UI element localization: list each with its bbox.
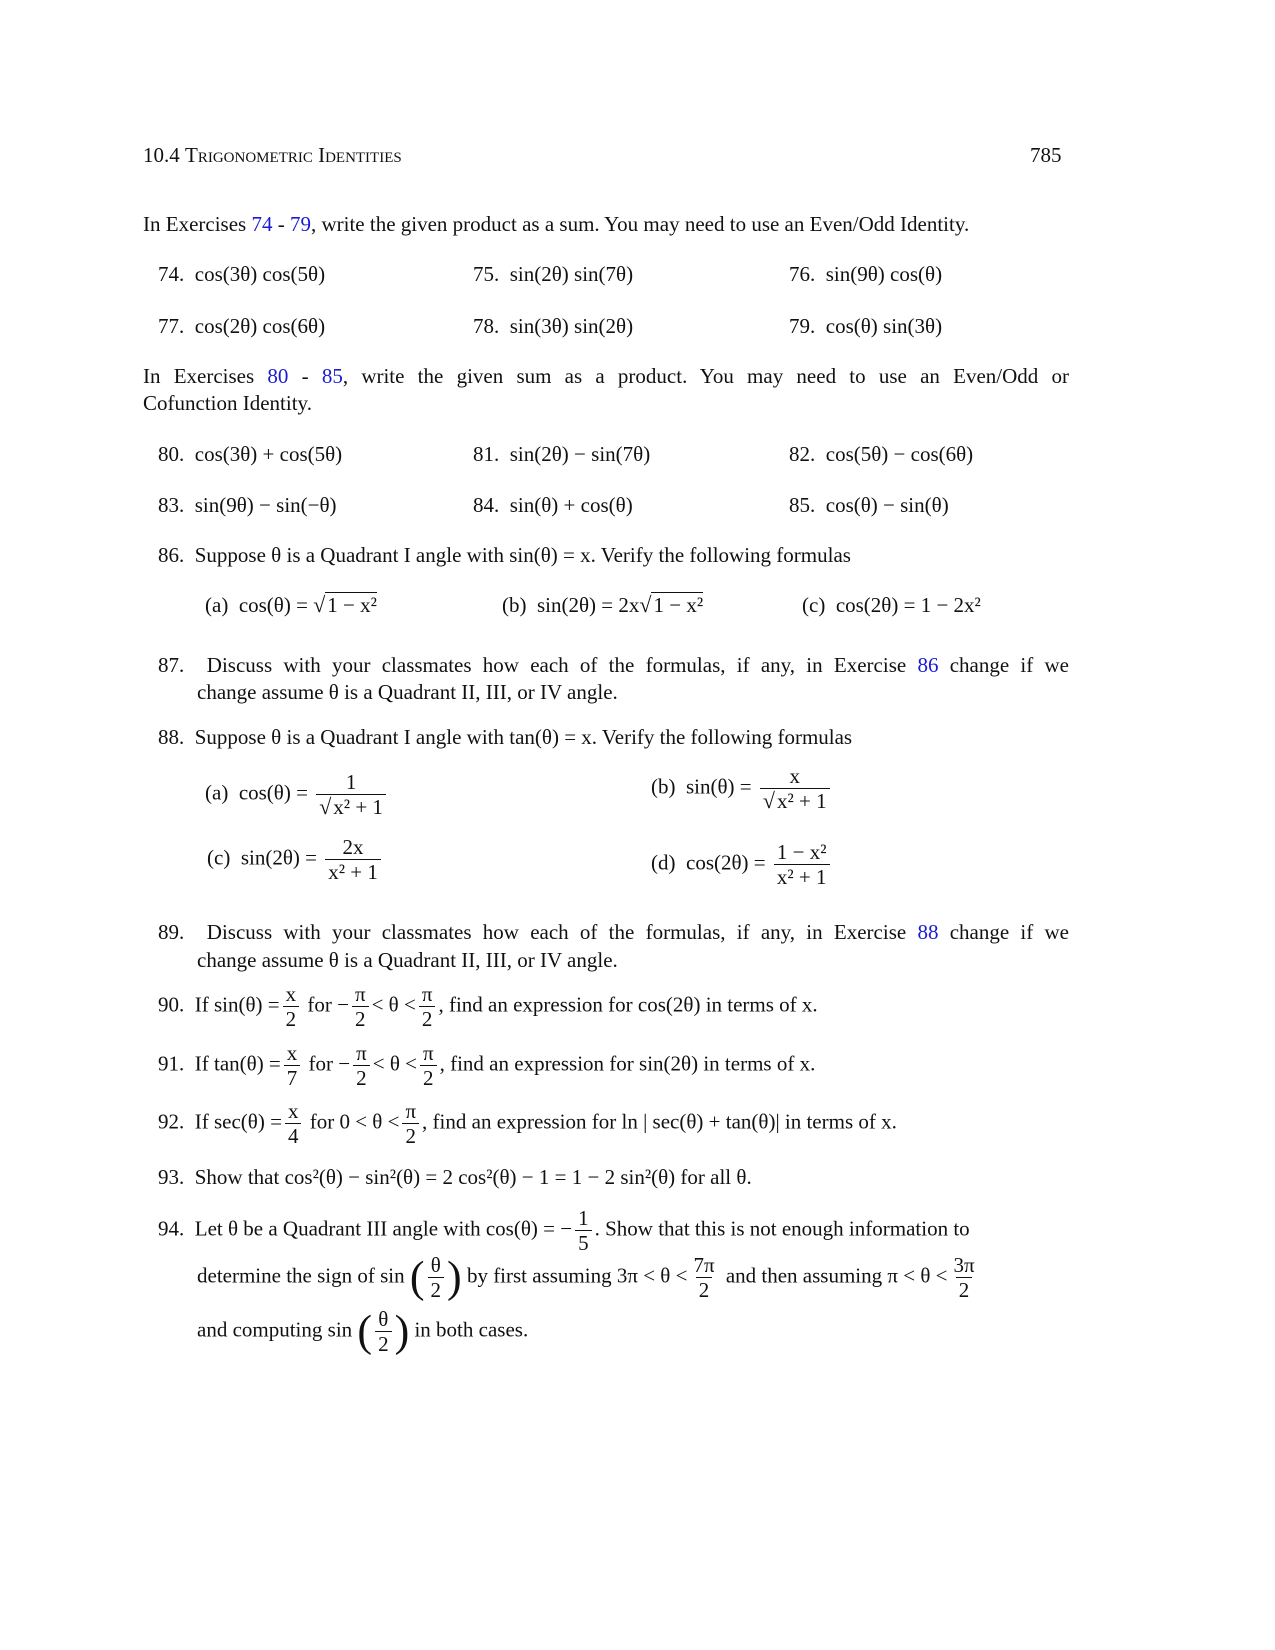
- exercise-89-line2: change assume θ is a Quadrant II, III, or IV angle.: [197, 948, 618, 972]
- exercise-88: 88. Suppose θ is a Quadrant I angle with tan(θ) = x. Verify the following formulas: [158, 725, 853, 749]
- section-title: Trigonometric Identities: [185, 143, 402, 167]
- exercise-79: 79. cos(θ) sin(3θ): [789, 314, 943, 338]
- exercise-94-line3: and computing sin ( $\frac{\theta}{2}$ ) in both cases.: [197, 1306, 529, 1356]
- exercise-80: 80. cos(3θ) + cos(5θ): [158, 442, 343, 466]
- exercise-91: 91. If tan(θ) = $\frac{x}{7}$ for − $\frac{\pi}{2}$ < θ < $\frac{\pi}{2}$ , find an expression for sin(2θ) in terms of x.: [158, 1041, 816, 1090]
- exercise-link-74[interactable]: 74: [251, 212, 273, 236]
- exercise-87: 87. Discuss with your classmates how each of the formulas, if any, in Exercise 86 change if we: [158, 653, 1070, 677]
- exercise-link-86[interactable]: 86: [917, 653, 939, 677]
- exercise-87-line2: change assume θ is a Quadrant II, III, or IV angle.: [197, 680, 618, 704]
- exercise-link-88[interactable]: 88: [917, 920, 939, 944]
- instructions-80-85-line2: Cofunction Identity.: [143, 391, 312, 415]
- exercise-78: 78. sin(3θ) sin(2θ): [473, 314, 634, 338]
- exercise-94-line2: determine the sign of sin ( $\frac{\theta}{2}$ ) by first assuming 3π < θ < $\frac{7\pi}{2}$ and then assuming π < θ < $\frac{3\pi}{2}$: [197, 1252, 975, 1302]
- exercise-88d: (d) cos(2θ) = $\frac{\text{1 − x²}}{\text{x² + 1}}$: [651, 840, 833, 889]
- exercise-86b: (b) sin(2θ) = 2x√1 − x²: [502, 592, 704, 617]
- instructions-74-79: In Exercises 74 - 79, write the given product as a sum. You may need to use an Even/Odd Identity.: [143, 212, 970, 236]
- exercise-88a: (a) cos(θ) = $\frac{1}{\text{√x² + 1}}$: [205, 770, 389, 819]
- exercise-86: 86. Suppose θ is a Quadrant I angle with sin(θ) = x. Verify the following formulas: [158, 543, 851, 567]
- exercise-77: 77. cos(2θ) cos(6θ): [158, 314, 326, 338]
- exercise-link-85[interactable]: 85: [321, 364, 343, 388]
- exercise-93: 93. Show that cos²(θ) − sin²(θ) = 2 cos²(θ) − 1 = 1 − 2 sin²(θ) for all θ.: [158, 1165, 752, 1189]
- exercise-88b: (b) sin(θ) = $\frac{x}{\text{√x² + 1}}$: [651, 764, 833, 813]
- exercise-link-79[interactable]: 79: [289, 212, 311, 236]
- exercise-88c: (c) sin(2θ) = $\frac{2x}{\text{x² + 1}}$: [207, 835, 384, 884]
- exercise-81: 81. sin(2θ) − sin(7θ): [473, 442, 651, 466]
- exercise-83: 83. sin(9θ) − sin(−θ): [158, 493, 337, 517]
- running-header: [143, 142, 402, 168]
- exercise-link-80[interactable]: 80: [267, 364, 289, 388]
- exercise-90: 90. If sin(θ) = $\frac{x}{2}$ for − $\frac{\pi}{2}$ < θ < $\frac{\pi}{2}$ , find an expression for cos(2θ) in terms of x.: [158, 982, 818, 1031]
- exercise-86a: (a) cos(θ) = √1 − x²: [205, 592, 377, 617]
- exercise-82: 82. cos(5θ) − cos(6θ): [789, 442, 974, 466]
- instructions-80-85: In Exercises 80 - 85, write the given sum as a product. You may need to use an Even/Odd or: [143, 364, 1069, 388]
- exercise-74: 74. cos(3θ) cos(5θ): [158, 262, 326, 286]
- page-number: 785: [1030, 143, 1062, 167]
- exercise-76: 76. sin(9θ) cos(θ): [789, 262, 943, 286]
- exercise-84: 84. sin(θ) + cos(θ): [473, 493, 633, 517]
- exercise-92: 92. If sec(θ) = $\frac{x}{4}$ for 0 < θ < $\frac{\pi}{2}$ , find an expression for ln | sec(θ) + tan(θ)| in terms of x.: [158, 1099, 897, 1148]
- exercise-94: 94. Let θ be a Quadrant III angle with cos(θ) = − $\frac{1}{5}$ . Show that this is not enough information to: [158, 1206, 970, 1255]
- exercise-89: 89. Discuss with your classmates how each of the formulas, if any, in Exercise 88 change if we: [158, 920, 1070, 944]
- exercise-85: 85. cos(θ) − sin(θ): [789, 493, 949, 517]
- exercise-86c: (c) cos(2θ) = 1 − 2x²: [802, 593, 981, 617]
- section-number: 10.4: [143, 143, 180, 167]
- exercise-75: 75. sin(2θ) sin(7θ): [473, 262, 634, 286]
